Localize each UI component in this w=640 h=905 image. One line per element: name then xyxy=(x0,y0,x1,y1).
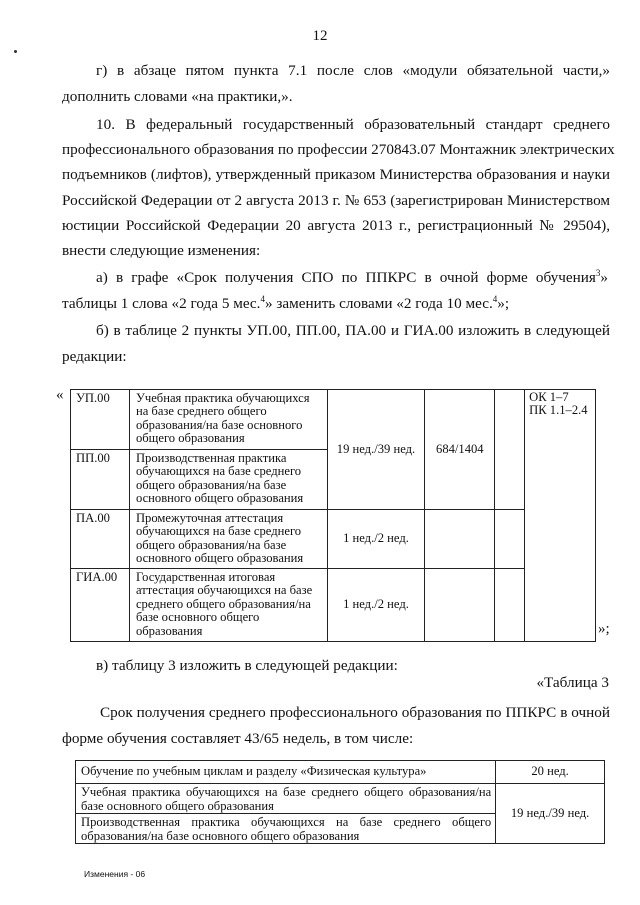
page-number: 12 xyxy=(312,28,328,44)
table-cell-empty xyxy=(425,569,495,642)
table-cell-desc: Производственная практика обучающихся на базе среднего общего образования/на базе основного общего образования xyxy=(129,450,327,510)
table3-cell-label: Обучение по учебным циклам и разделу «Физическая культура» xyxy=(76,761,496,784)
table-cell-hours: 684/1404 xyxy=(425,390,495,510)
table-cell-weeks: 1 нед./2 нед. xyxy=(327,510,425,569)
table-row xyxy=(71,510,596,569)
para-10-line6: внести следующие изменения: xyxy=(62,242,261,259)
table2-close-quote: »; xyxy=(598,621,610,637)
table2 xyxy=(70,389,596,642)
footnote-ref: 4 xyxy=(260,293,265,304)
para-a-line1 xyxy=(96,269,608,287)
table2-open-quote: « xyxy=(56,387,64,403)
table3-cell-value: 20 нед. xyxy=(496,761,605,784)
footnote-ref: 4 xyxy=(492,293,498,304)
table-cell-desc: Учебная практика обучающихся на базе среднего общего образования/на базе основного общего образования xyxy=(129,390,327,450)
table-row xyxy=(71,390,596,450)
para-a-line2-mid: » заменить словами «2 года 10 мес. xyxy=(264,295,493,312)
scan-speck xyxy=(14,50,17,53)
table-cell-desc: Промежуточная аттестация обучающихся на базе среднего общего образования/на базе основного общего образования xyxy=(129,510,327,569)
para-10-line3: подъемников (лифтов), утвержденный приказом Министерства образования и науки xyxy=(62,166,610,183)
footnote-ref: 3 xyxy=(595,267,601,278)
table-cell-code: ГИА.00 xyxy=(71,569,130,642)
para-v: в) таблицу 3 изложить в следующей редакции: xyxy=(96,657,398,674)
table-cell-weeks: 19 нед./39 нед. xyxy=(327,390,425,510)
footer-note: Изменения - 06 xyxy=(84,869,146,879)
para-a-line2 xyxy=(62,295,509,313)
table-row xyxy=(76,761,605,784)
para-a-line2-text: таблицы 1 слова «2 года 5 мес. xyxy=(62,295,261,312)
table-cell-empty xyxy=(495,510,525,569)
table3-cell-label: Производственная практика обучающихся на базе среднего общего образования/на базе основного общего образования xyxy=(76,814,496,844)
table3 xyxy=(75,760,605,844)
table3-cell-label: Учебная практика обучающихся на базе среднего общего образования/на базе основного общего образования xyxy=(76,784,496,814)
table-cell-empty xyxy=(495,569,525,642)
para-a-line1-text: а) в графе «Срок получения СПО по ППКРС в очной форме обучения xyxy=(96,269,596,286)
table3-cell-value: 19 нед./39 нед. xyxy=(496,784,605,844)
para-b-line1: б) в таблице 2 пункты УП.00, ПП.00, ПА.00 и ГИА.00 изложить в следующей xyxy=(96,322,610,339)
table-cell-empty xyxy=(425,510,495,569)
table3-intro-line2: форме обучения составляет 43/65 недель, в том числе: xyxy=(62,730,414,747)
para-g-line2: дополнить словами «на практики,». xyxy=(62,88,293,105)
para-a-line1-end: » xyxy=(600,269,608,286)
table-row xyxy=(76,784,605,814)
para-a-line2-end: »; xyxy=(497,295,510,312)
table-cell-weeks: 1 нед./2 нед. xyxy=(327,569,425,642)
table3-label: «Таблица 3 xyxy=(536,674,609,691)
para-10-line5: юстиции Российской Федерации 20 августа 2013 г., регистрационный № 29504), xyxy=(62,217,610,234)
table3-intro-line1: Срок получения среднего профессионального образования по ППКРС в очной xyxy=(100,704,610,721)
table-cell-empty xyxy=(495,390,525,510)
para-g-line1: г) в абзаце пятом пункта 7.1 после слов «модули обязательной части,» xyxy=(96,62,610,79)
table-row xyxy=(71,569,596,642)
table-cell-code: ПА.00 xyxy=(71,510,130,569)
competence-ok: ОК 1–7 xyxy=(529,390,569,404)
para-10-line4: Российской Федерации от 2 августа 2013 г. № 653 (зарегистрирован Министерством xyxy=(62,192,610,209)
para-10-line2: профессионального образования по профессии 270843.07 Монтажник электрических xyxy=(62,141,615,158)
competence-pk: ПК 1.1–2.4 xyxy=(529,403,588,418)
table-cell-code: ПП.00 xyxy=(71,450,130,510)
para-10-line1: 10. В федеральный государственный образовательный стандарт среднего xyxy=(96,116,610,133)
table-cell-desc: Государственная итоговая аттестация обучающихся на базе среднего общего образования/на базе основного общего образования xyxy=(129,569,327,642)
table-cell-code: УП.00 xyxy=(71,390,130,450)
para-b-line2: редакции: xyxy=(62,348,127,365)
table-cell-competences xyxy=(525,390,596,642)
